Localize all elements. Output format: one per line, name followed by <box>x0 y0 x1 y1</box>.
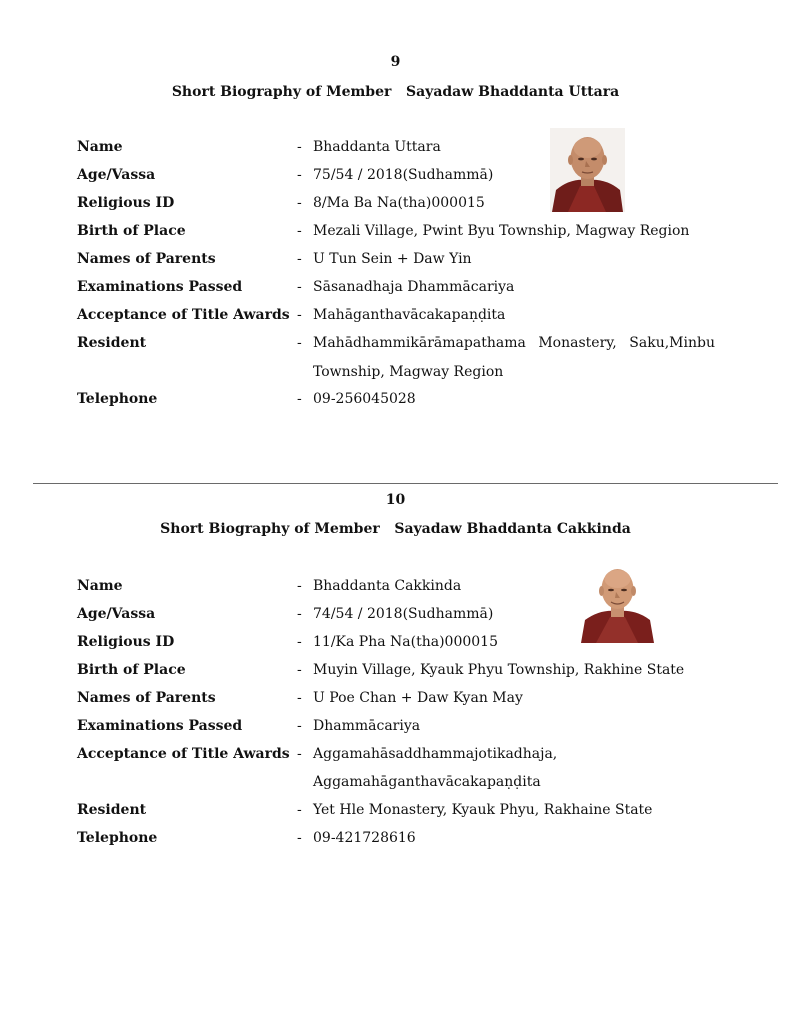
birth-row <box>0 221 791 249</box>
dash: - <box>297 662 302 678</box>
birth-label: Birth of Place <box>77 223 186 239</box>
title-awards-label: Acceptance of Title Awards <box>77 746 290 762</box>
dash: - <box>297 830 302 846</box>
age-value: 74/54 / 2018(Sudhammā) <box>313 606 494 622</box>
telephone-value: 09-256045028 <box>313 391 416 407</box>
religious-id-value: 8/Ma Ba Na(tha)000015 <box>313 195 485 211</box>
title-awards-value: Aggamahāsaddhammajotikadhaja, <box>313 746 558 762</box>
dash: - <box>297 802 302 818</box>
resident-continuation-row <box>0 362 791 390</box>
resident-value <box>313 333 715 353</box>
title-awards-row <box>0 744 791 772</box>
dash: - <box>297 223 302 239</box>
exams-label: Examinations Passed <box>77 718 243 734</box>
name-value: Bhaddanta Uttara <box>313 139 441 155</box>
telephone-row <box>0 828 791 856</box>
dash: - <box>297 139 302 155</box>
religious-id-value: 11/Ka Pha Na(tha)000015 <box>313 634 498 650</box>
parents-row <box>0 688 791 716</box>
dash: - <box>297 690 302 706</box>
resident-value-continuation: Township, Magway Region <box>313 364 504 380</box>
name-label: Name <box>77 139 123 155</box>
resident-label: Resident <box>77 802 147 818</box>
dash: - <box>297 195 302 211</box>
religious-id-label: Religious ID <box>77 634 175 650</box>
section-number: 10 <box>385 492 406 508</box>
resident-value-part: Monastery, <box>538 335 617 351</box>
parents-value: U Poe Chan + Daw Kyan May <box>313 690 523 706</box>
exams-row <box>0 277 791 305</box>
parents-label: Names of Parents <box>77 251 216 267</box>
age-row <box>0 165 791 193</box>
dash: - <box>297 718 302 734</box>
resident-label: Resident <box>77 335 147 351</box>
section-title: Short Biography of Member Sayadaw Bhaddanta Uttara <box>171 84 620 100</box>
dash: - <box>297 391 302 407</box>
exams-value: Sāsanadhaja Dhammācariya <box>313 279 515 295</box>
age-value: 75/54 / 2018(Sudhammā) <box>313 167 494 183</box>
religious-id-row <box>0 632 791 660</box>
exams-label: Examinations Passed <box>77 279 243 295</box>
dash: - <box>297 606 302 622</box>
title-awards-value: Mahāganthavācakapaṇḍita <box>313 307 506 323</box>
parents-value: U Tun Sein + Daw Yin <box>313 251 472 267</box>
age-label: Age/Vassa <box>77 606 156 622</box>
name-row <box>0 576 791 604</box>
telephone-label: Telephone <box>77 830 158 846</box>
parents-label: Names of Parents <box>77 690 216 706</box>
dash: - <box>297 578 302 594</box>
religious-id-row <box>0 193 791 221</box>
dash: - <box>297 307 302 323</box>
birth-value: Muyin Village, Kyauk Phyu Township, Rakhine State <box>313 662 685 678</box>
section-divider <box>33 483 778 484</box>
title-awards-row <box>0 305 791 333</box>
exams-row <box>0 716 791 744</box>
birth-row <box>0 660 791 688</box>
resident-row <box>0 333 791 361</box>
exams-value: Dhammācariya <box>313 718 421 734</box>
dash: - <box>297 335 302 351</box>
name-value: Bhaddanta Cakkinda <box>313 578 462 594</box>
name-row <box>0 137 791 165</box>
title-awards-label: Acceptance of Title Awards <box>77 307 290 323</box>
telephone-label: Telephone <box>77 391 158 407</box>
telephone-value: 09-421728616 <box>313 830 416 846</box>
dash: - <box>297 634 302 650</box>
dash: - <box>297 251 302 267</box>
resident-value-part: Saku,Minbu <box>629 335 715 351</box>
dash: - <box>297 279 302 295</box>
dash: - <box>297 167 302 183</box>
resident-value-part: Mahādhammikārāmapathama <box>313 335 526 351</box>
resident-value: Yet Hle Monastery, Kyauk Phyu, Rakhaine State <box>313 802 653 818</box>
parents-row <box>0 249 791 277</box>
religious-id-label: Religious ID <box>77 195 175 211</box>
section-number: 9 <box>390 54 401 70</box>
age-label: Age/Vassa <box>77 167 156 183</box>
title-awards-value-continuation: Aggamahāganthavācakapaṇḍita <box>313 774 541 790</box>
resident-row <box>0 800 791 828</box>
dash: - <box>297 746 302 762</box>
telephone-row <box>0 389 791 417</box>
birth-label: Birth of Place <box>77 662 186 678</box>
birth-value: Mezali Village, Pwint Byu Township, Magway Region <box>313 223 690 239</box>
title-awards-continuation-row <box>0 772 791 800</box>
age-row <box>0 604 791 632</box>
section-title: Short Biography of Member Sayadaw Bhaddanta Cakkinda <box>160 521 631 537</box>
name-label: Name <box>77 578 123 594</box>
